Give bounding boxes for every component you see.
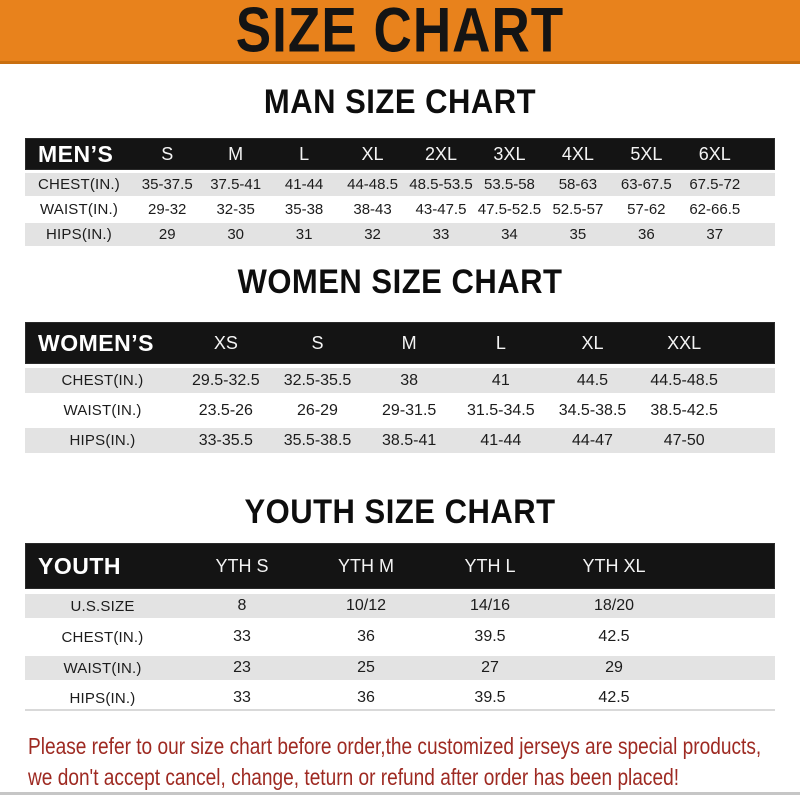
measurement-cell: 62-66.5 <box>689 201 741 218</box>
measurement-cell: 18/20 <box>593 597 635 614</box>
measurement-cell: 14/16 <box>469 597 511 614</box>
measurement-cell: 42.5 <box>598 628 630 645</box>
size-header-cell: S <box>311 332 324 353</box>
measurement-cell: 29.5-32.5 <box>192 371 260 389</box>
men-table-row <box>25 198 775 221</box>
size-header-cell: XL <box>361 143 384 164</box>
measurement-cell: 37 <box>706 226 724 243</box>
size-header-cell: M <box>228 143 244 164</box>
measurement-cell: 32.5-35.5 <box>283 371 352 389</box>
men-section-title: MAN SIZE CHART <box>263 81 537 122</box>
measurement-cell: 37.5-41 <box>210 176 262 193</box>
measurement-cell: 35-37.5 <box>141 176 193 193</box>
size-header-cell: S <box>161 143 174 164</box>
row-label-cell: CHEST(IN.) <box>38 176 120 193</box>
measurement-cell: 44-47 <box>572 431 613 449</box>
youth-table-row <box>25 625 775 649</box>
men-table-row <box>25 173 775 196</box>
table-title-cell: MEN’S <box>38 140 114 167</box>
youth-table-row <box>25 656 775 680</box>
size-header-cell: XXL <box>667 332 702 353</box>
measurement-cell: 67.5-72 <box>689 176 741 193</box>
measurement-cell: 48.5-53.5 <box>409 176 473 193</box>
measurement-cell: 29-32 <box>148 201 187 218</box>
size-header-cell: 2XL <box>424 143 457 164</box>
measurement-cell: 31.5-34.5 <box>467 401 535 419</box>
row-label-cell: HIPS(IN.) <box>46 226 112 243</box>
men-table-row <box>25 223 775 246</box>
measurement-cell: 44.5-48.5 <box>650 371 718 389</box>
women-section-title: WOMEN SIZE CHART <box>237 261 563 302</box>
men-header-bar <box>25 138 775 170</box>
size-header-cell: YTH M <box>338 555 394 576</box>
row-label-cell: HIPS(IN.) <box>69 689 136 707</box>
women-table-row <box>25 428 775 453</box>
youth-size-table <box>25 543 775 718</box>
measurement-cell: 57-62 <box>627 201 666 218</box>
measurement-cell: 27 <box>481 659 499 676</box>
size-header-cell: YTH L <box>464 555 516 576</box>
measurement-cell: 34 <box>501 226 518 243</box>
disclaimer <box>28 731 800 793</box>
measurement-cell: 63-67.5 <box>620 176 672 193</box>
measurement-cell: 32 <box>364 226 381 243</box>
size-header-cell: L <box>495 332 506 353</box>
measurement-cell: 26-29 <box>297 401 338 419</box>
banner <box>0 0 800 64</box>
youth-table-row <box>25 594 775 618</box>
measurement-cell: 35 <box>569 226 587 243</box>
measurement-cell: 23 <box>233 659 251 676</box>
size-header-cell: XL <box>581 332 604 353</box>
measurement-cell: 35.5-38.5 <box>283 431 352 449</box>
row-label-cell: WAIST(IN.) <box>63 402 142 419</box>
measurement-cell: 10/12 <box>345 597 387 614</box>
measurement-cell: 42.5 <box>598 689 630 706</box>
measurement-cell: 30 <box>227 226 244 243</box>
measurement-cell: 47-50 <box>663 431 705 449</box>
measurement-cell: 23.5-26 <box>198 401 253 419</box>
row-label-cell: CHEST(IN.) <box>61 628 144 646</box>
disclaimer-line-1: Please refer to our size chart before order,the customized jerseys are special products, <box>28 733 762 759</box>
measurement-cell: 34.5-38.5 <box>558 401 627 419</box>
youth-section-title: YOUTH SIZE CHART <box>244 491 556 532</box>
measurement-cell: 44.5 <box>576 371 609 389</box>
women-header-bar <box>25 322 775 364</box>
measurement-cell: 32-35 <box>216 201 255 218</box>
size-header-cell: 6XL <box>698 143 731 164</box>
measurement-cell: 33 <box>233 689 251 706</box>
size-header-cell: 3XL <box>493 143 526 164</box>
measurement-cell: 38.5-41 <box>382 431 437 449</box>
women-size-table <box>25 322 775 458</box>
measurement-cell: 36 <box>357 689 375 706</box>
row-label-cell: WAIST(IN.) <box>39 201 119 218</box>
measurement-cell: 29-31.5 <box>382 401 437 419</box>
measurement-cell: 29 <box>605 659 623 676</box>
youth-header-bar <box>25 543 775 589</box>
row-label-cell: HIPS(IN.) <box>69 432 136 449</box>
measurement-cell: 38-43 <box>353 201 392 218</box>
measurement-cell: 41-44 <box>284 176 324 193</box>
size-header-cell: YTH S <box>215 555 269 576</box>
measurement-cell: 38.5-42.5 <box>650 401 718 419</box>
size-header-cell: L <box>299 143 310 164</box>
measurement-cell: 38 <box>400 371 419 389</box>
measurement-cell: 36 <box>357 628 375 645</box>
table-title-cell: YOUTH <box>38 552 121 579</box>
measurement-cell: 29 <box>158 226 176 243</box>
measurement-cell: 25 <box>357 659 375 676</box>
size-header-cell: 5XL <box>630 143 663 164</box>
measurement-cell: 41-44 <box>480 431 522 449</box>
youth-table-row <box>25 687 775 711</box>
measurement-cell: 36 <box>637 226 655 243</box>
measurement-cell: 47.5-52.5 <box>477 201 542 218</box>
measurement-cell: 52.5-57 <box>552 201 604 218</box>
measurement-cell: 33-35.5 <box>198 431 253 449</box>
measurement-cell: 43-47.5 <box>415 201 467 218</box>
men-size-table <box>25 138 775 248</box>
measurement-cell: 39.5 <box>474 628 506 645</box>
women-table-row <box>25 398 775 423</box>
measurement-cell: 41 <box>491 371 510 389</box>
bottom-divider <box>0 792 800 795</box>
measurement-cell: 33 <box>432 226 450 243</box>
size-header-cell: XS <box>213 332 238 353</box>
measurement-cell: 39.5 <box>474 689 506 706</box>
table-title-cell: WOMEN’S <box>38 329 154 356</box>
size-header-cell: 4XL <box>561 143 594 164</box>
measurement-cell: 31 <box>295 226 313 243</box>
size-header-cell: M <box>401 332 417 353</box>
size-header-cell: YTH XL <box>582 555 646 576</box>
women-table-row <box>25 368 775 393</box>
measurement-cell: 44-48.5 <box>347 176 398 193</box>
disclaimer-line-2: we don't accept cancel, change, teturn or refund after order has been placed! <box>28 764 680 790</box>
row-label-cell: WAIST(IN.) <box>63 659 142 677</box>
measurement-cell: 35-38 <box>284 201 324 218</box>
row-label-cell: CHEST(IN.) <box>61 372 144 389</box>
measurement-cell: 58-63 <box>558 176 598 193</box>
row-label-cell: U.S.SIZE <box>70 597 135 615</box>
measurement-cell: 8 <box>237 597 247 614</box>
measurement-cell: 33 <box>233 628 251 645</box>
banner-title: SIZE CHART <box>235 0 565 66</box>
measurement-cell: 53.5-58 <box>484 176 535 193</box>
